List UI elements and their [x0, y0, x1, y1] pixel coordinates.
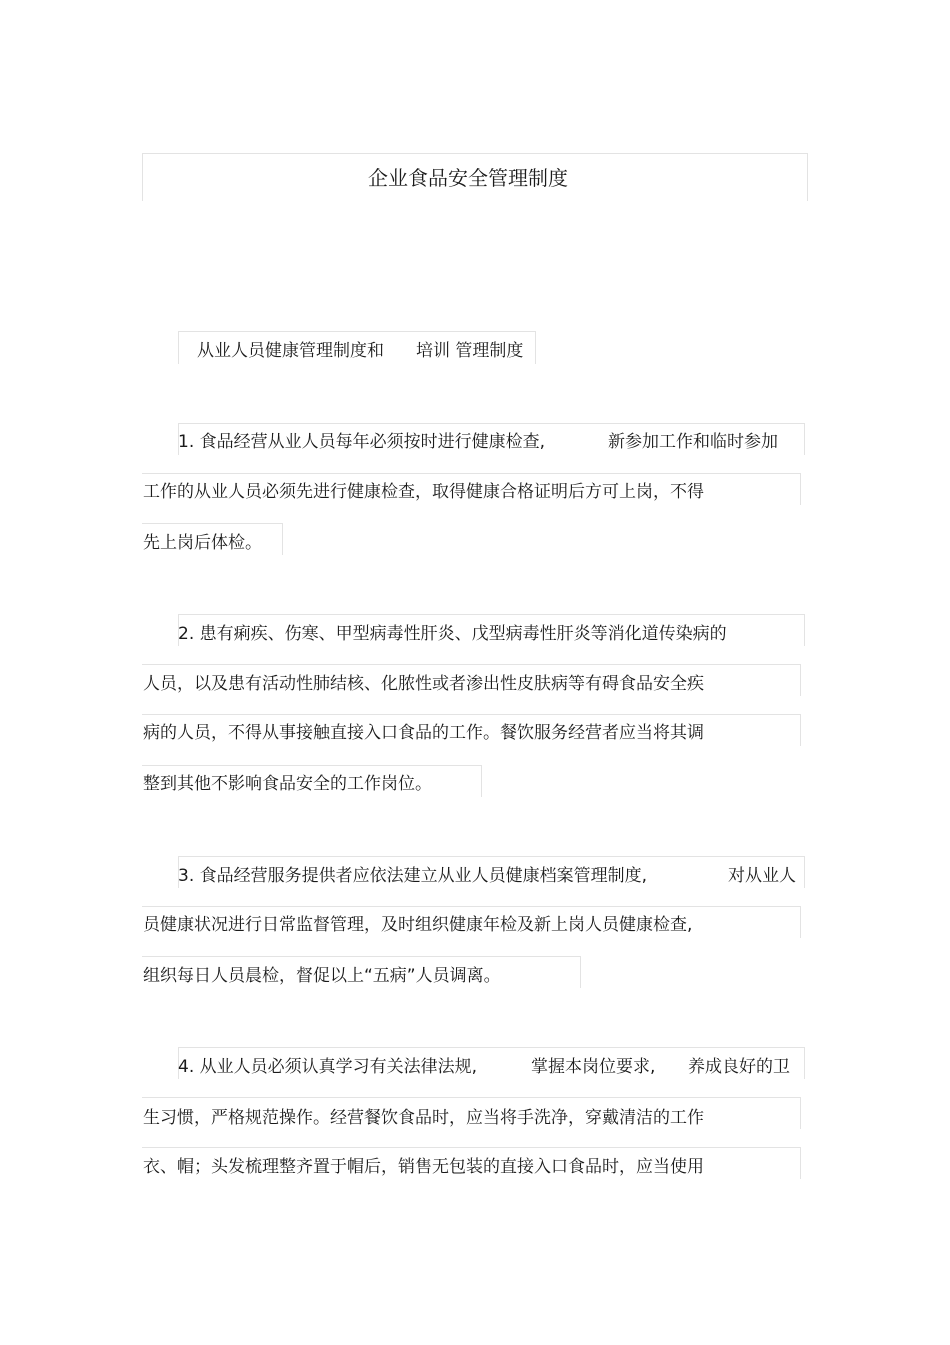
section-heading: 培训 管理制度: [416, 341, 524, 361]
paragraph-line: 4. 从业人员必须认真学习有关法律法规,: [178, 1057, 478, 1077]
page-title: 企业食品安全管理制度: [368, 166, 568, 190]
paragraph-line: 2. 患有痢疾、伤寒、甲型病毒性肝炎、戊型病毒性肝炎等消化道传染病的: [178, 624, 727, 644]
paragraph-line: 掌握本岗位要求,: [531, 1057, 656, 1077]
paragraph-line: 人员，以及患有活动性肺结核、化脓性或者渗出性皮肤病等有碍食品安全疾: [143, 674, 704, 694]
section-heading: 从业人员健康管理制度和: [197, 341, 384, 361]
paragraph-line: 养成良好的卫: [688, 1057, 790, 1077]
paragraph-line: 整到其他不影响食品安全的工作岗位。: [143, 774, 432, 794]
paragraph-line: 组织每日人员晨检，督促以上“五病”人员调离。: [143, 966, 501, 986]
paragraph-line: 衣、帽；头发梳理整齐置于帽后，销售无包装的直接入口食品时，应当使用: [143, 1157, 704, 1177]
paragraph-line: 病的人员，不得从事接触直接入口食品的工作。餐饮服务经营者应当将其调: [143, 723, 704, 743]
paragraph-line: 对从业人: [728, 866, 796, 886]
paragraph-line: 1. 食品经营从业人员每年必须按时进行健康检查,: [178, 432, 546, 452]
paragraph-line: 3. 食品经营服务提供者应依法建立从业人员健康档案管理制度,: [178, 866, 648, 886]
paragraph-line: 先上岗后体检。: [143, 533, 262, 553]
paragraph-line: 生习惯，严格规范操作。经营餐饮食品时，应当将手洗净，穿戴清洁的工作: [143, 1108, 704, 1128]
paragraph-line: 工作的从业人员必须先进行健康检查，取得健康合格证明后方可上岗，不得: [143, 482, 704, 502]
paragraph-line: 员健康状况进行日常监督管理，及时组织健康年检及新上岗人员健康检查,: [143, 915, 693, 935]
paragraph-line: 新参加工作和临时参加: [608, 432, 778, 452]
